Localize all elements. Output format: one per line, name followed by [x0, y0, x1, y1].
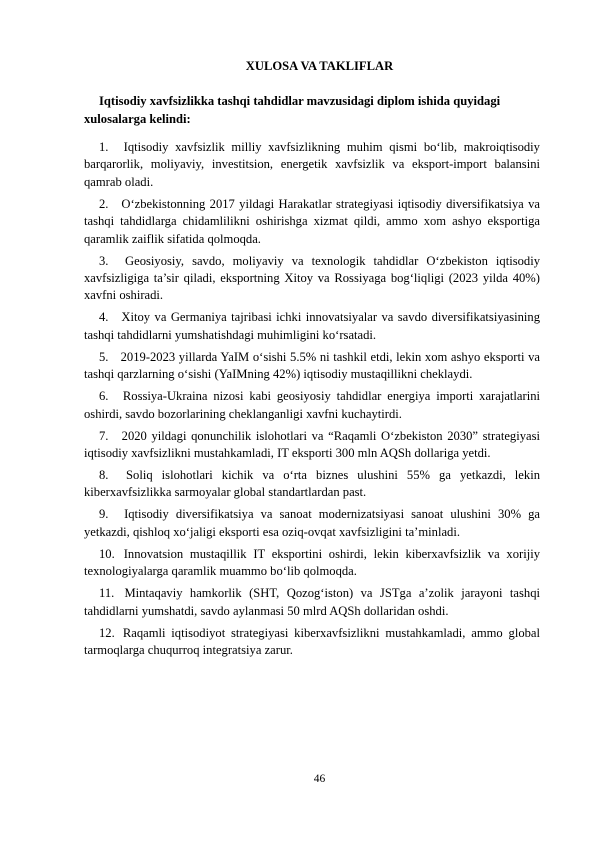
item-text: Soliq islohotlari kichik va o‘rta biznes ulushini 55% ga yetkazdi, lekin kiberxavfsizlikka sarmoyalar global standartlardan past.	[84, 468, 540, 500]
item-text: Mintaqaviy hamkorlik (SHT, Qozog‘iston) va JSTga a’zolik jarayoni tashqi tahdidlarni yumshatdi, savdo aylanmasi 50 mlrd AQSh dollaridan oshdi.	[84, 586, 540, 618]
list-item	[84, 253, 540, 305]
list-item	[84, 139, 540, 191]
conclusions-list	[84, 139, 540, 664]
item-text: 2019-2023 yillarda YaIM o‘sishi 5.5% ni tashkil etdi, lekin xom ashyo eksporti va tashqi qarzlarning o‘sishi (YaIMning 42%) iqtisodiy mustaqillikni cheklaydi.	[84, 349, 540, 382]
item-number: 9.	[99, 507, 109, 522]
item-number: 4.	[99, 310, 109, 325]
item-number: 11.	[99, 586, 115, 601]
item-number: 8.	[99, 468, 109, 483]
item-number: 10.	[99, 546, 115, 561]
list-item	[84, 388, 540, 423]
list-item	[84, 349, 540, 384]
list-item	[84, 467, 540, 502]
list-item	[84, 546, 540, 581]
item-number: 12.	[99, 625, 115, 640]
item-text: 2020 yildagi qonunchilik islohotlari va “Raqamli O‘zbekiston 2030” strategiyasi iqtisodiy xavfsizlikni mustahkamladi, IT eksporti 300 mln AQSh dollariga yetdi.	[84, 428, 540, 461]
item-number: 2.	[99, 196, 109, 211]
page-number: 46	[313, 773, 326, 785]
list-item	[84, 428, 540, 463]
item-text: Iqtisodiy diversifikatsiya va sanoat modernizatsiyasi sanoat ulushini 30% ga yetkazdi, qishloq xo‘jaligi eksporti esa oziq-ovqat xavfsizligini ta’minladi.	[84, 507, 541, 539]
item-text: Rossiya-Ukraina nizosi kabi geosiyosiy tahdidlar energiya importi xarajatlarini oshirdi, savdo bozorlarining cheklanganligi xavfni kuchaytirdi.	[84, 389, 540, 421]
item-text: Innovatsion mustaqillik IT eksportini oshirdi, lekin kiberxavfsizlik va xorijiy texnologiyalarga qaramlik muammo bo‘lib qolmoqda.	[84, 546, 541, 579]
list-item	[84, 585, 540, 620]
item-number: 7.	[99, 428, 109, 443]
item-number: 6.	[99, 389, 109, 404]
item-text: Xitoy va Germaniya tajribasi ichki innovatsiyalar va savdo diversifikatsiyasining tashqi tahdidlarni yumshatishdagi muhimligini ko‘rsatadi.	[84, 310, 541, 342]
list-item	[84, 309, 540, 344]
item-number: 5.	[99, 349, 109, 364]
item-text: Iqtisodiy xavfsizlik milliy xavfsizlikning muhim qismi bo‘lib, makroiqtisodiy barqarorlik, moliyaviy, investitsion, energetik xavfsizlik va eksport-import balansini qamrab oladi.	[84, 140, 540, 189]
item-text: Geosiyosiy, savdo, moliyaviy va texnologik tahdidlar O‘zbekiston iqtisodiy xavfsizligiga ta’sir qiladi, eksportning Xitoy va Rossiyaga bog‘liqligi (2023 yilda 40%) xavfni oshiradi.	[84, 253, 540, 303]
item-number: 3.	[99, 253, 109, 268]
section-title: XULOSA VA TAKLIFLAR	[245, 59, 394, 73]
list-item	[84, 506, 540, 541]
item-text: O‘zbekistonning 2017 yildagi Harakatlar strategiyasi iqtisodiy diversifikatsiya va tashqi tahdidlarga chidamlilikni oshirishga xizmat qildi, ammo xom ashyo eksportiga qaramlik zaiflik sifatida qolmoqda.	[84, 196, 541, 246]
item-text: Raqamli iqtisodiyot strategiyasi kiberxavfsizlikni mustahkamladi, ammo global tarmoqlarga chuqurroq integratsiya zarur.	[84, 625, 540, 658]
list-item	[84, 196, 540, 248]
intro-paragraph: Iqtisodiy xavfsizlikka tashqi tahdidlar mavzusidagi diplom ishida quyidagi xulosalarga kelindi:	[84, 94, 501, 126]
list-item	[84, 625, 540, 660]
item-number: 1.	[99, 140, 109, 154]
